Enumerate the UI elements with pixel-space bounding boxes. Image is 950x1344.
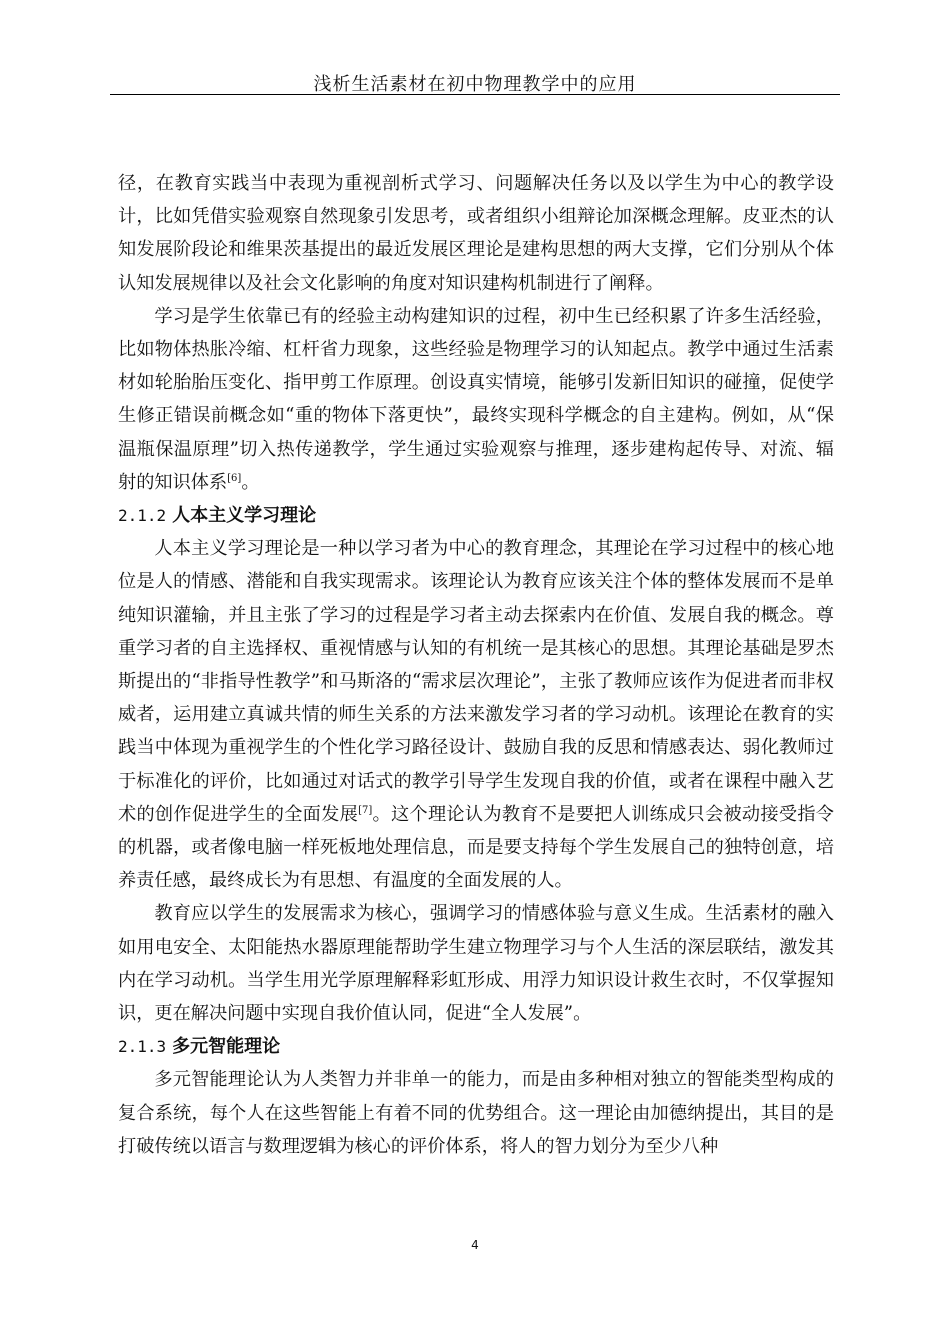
page-header-title: 浅析生活素材在初中物理教学中的应用 bbox=[313, 74, 637, 95]
citation-ref: [7] bbox=[358, 804, 373, 816]
paragraph-text-end: 。这个理论认为教育不是要把人训练成只会被动接受指令的机器，或者像电脑一样死板地处理信息，而是要支持每个学生发展自己的独特创意，培养责任感，最终成长为有思想、有温度的全面发展的人。 bbox=[118, 803, 834, 892]
paragraph-multiple-intelligences bbox=[118, 1063, 834, 1163]
section-title: 人本主义学习理论 bbox=[172, 505, 317, 527]
paragraph-text: 多元智能理论认为人类智力并非单一的能力，而是由多种相对独立的智能类型构成的复合系统，每个人在这些智能上有着不同的优势组合。这一理论由加德纳提出，其目的是打破传统以语言与数理逻辑为核心的评价体系，将人的智力划分为至少八种 bbox=[118, 1069, 834, 1157]
page-number: 4 bbox=[471, 1238, 479, 1252]
section-heading-2-1-3 bbox=[118, 1030, 834, 1063]
paragraph-continuation bbox=[118, 167, 834, 300]
paragraph-constructivism bbox=[118, 300, 834, 499]
document-body bbox=[118, 167, 834, 1163]
section-title: 多元智能理论 bbox=[172, 1036, 281, 1058]
header-divider bbox=[110, 94, 840, 95]
section-number: 2.1.3 bbox=[118, 1037, 167, 1057]
paragraph-text: 人本主义学习理论是一种以学习者为中心的教育理念，其理论在学习过程中的核心地位是人的情感、潜能和自我实现需求。该理论认为教育应该关注个体的整体发展而不是单纯知识灌输，并且主张了学习的过程是学习者主动去探索内在价值、发展自我的概念。尊重学习者的自主选择权、重视情感与认知的有机统一是其核心的思想。其理论基础是罗杰斯提出的“非指导性教学”和马斯洛的“需求层次理论”，主张了教师应该作为促进者而非权威者，运用建立真诚共情的师生关系的方法来激发学习者的学习动机。该理论在教育的实践当中体现为重视学生的个性化学习路径设计、鼓励自我的反思和情感表达、弱化教师过于标准化的评价，比如通过对话式的教学引导学生发现自我的价值，或者在课程中融入艺术的创作促进学生的全面发展 bbox=[118, 538, 834, 825]
citation-ref: [6] bbox=[227, 472, 242, 484]
paragraph-text: 学习是学生依靠已有的经验主动构建知识的过程，初中生已经积累了许多生活经验，比如物体热胀冷缩、杠杆省力现象，这些经验是物理学习的认知起点。教学中通过生活素材如轮胎胎压变化、指甲剪工作原理。创设真实情境，能够引发新旧知识的碰撞，促使学生修正错误前概念如“重的物体下落更快”，最终实现科学概念的自主建构。例如，从“保温瓶保温原理”切入热传递教学，学生通过实验观察与推理，逐步建构起传导、对流、辐射的知识体系 bbox=[118, 305, 834, 493]
paragraph-text: 教育应以学生的发展需求为核心，强调学习的情感体验与意义生成。生活素材的融入如用电安全、太阳能热水器原理能帮助学生建立物理学习与个人生活的深层联结，激发其内在学习动机。当学生用光学原理解释彩虹形成、用浮力知识设计救生衣时，不仅掌握知识，更在解决问题中实现自我价值认同，促进“全人发展”。 bbox=[118, 903, 834, 1025]
paragraph-text-end: 。 bbox=[241, 471, 260, 493]
paragraph-student-development bbox=[118, 897, 834, 1030]
paragraph-humanism bbox=[118, 532, 834, 897]
section-number: 2.1.2 bbox=[118, 506, 167, 526]
paragraph-text: 径，在教育实践当中表现为重视剖析式学习、问题解决任务以及以学生为中心的教学设计，比如凭借实验观察自然现象引发思考，或者组织小组辩论加深概念理解。皮亚杰的认知发展阶段论和维果茨基提出的最近发展区理论是建构思想的两大支撑，它们分别从个体认知发展规律以及社会文化影响的角度对知识建构机制进行了阐释。 bbox=[118, 173, 834, 294]
section-heading-2-1-2 bbox=[118, 499, 834, 532]
